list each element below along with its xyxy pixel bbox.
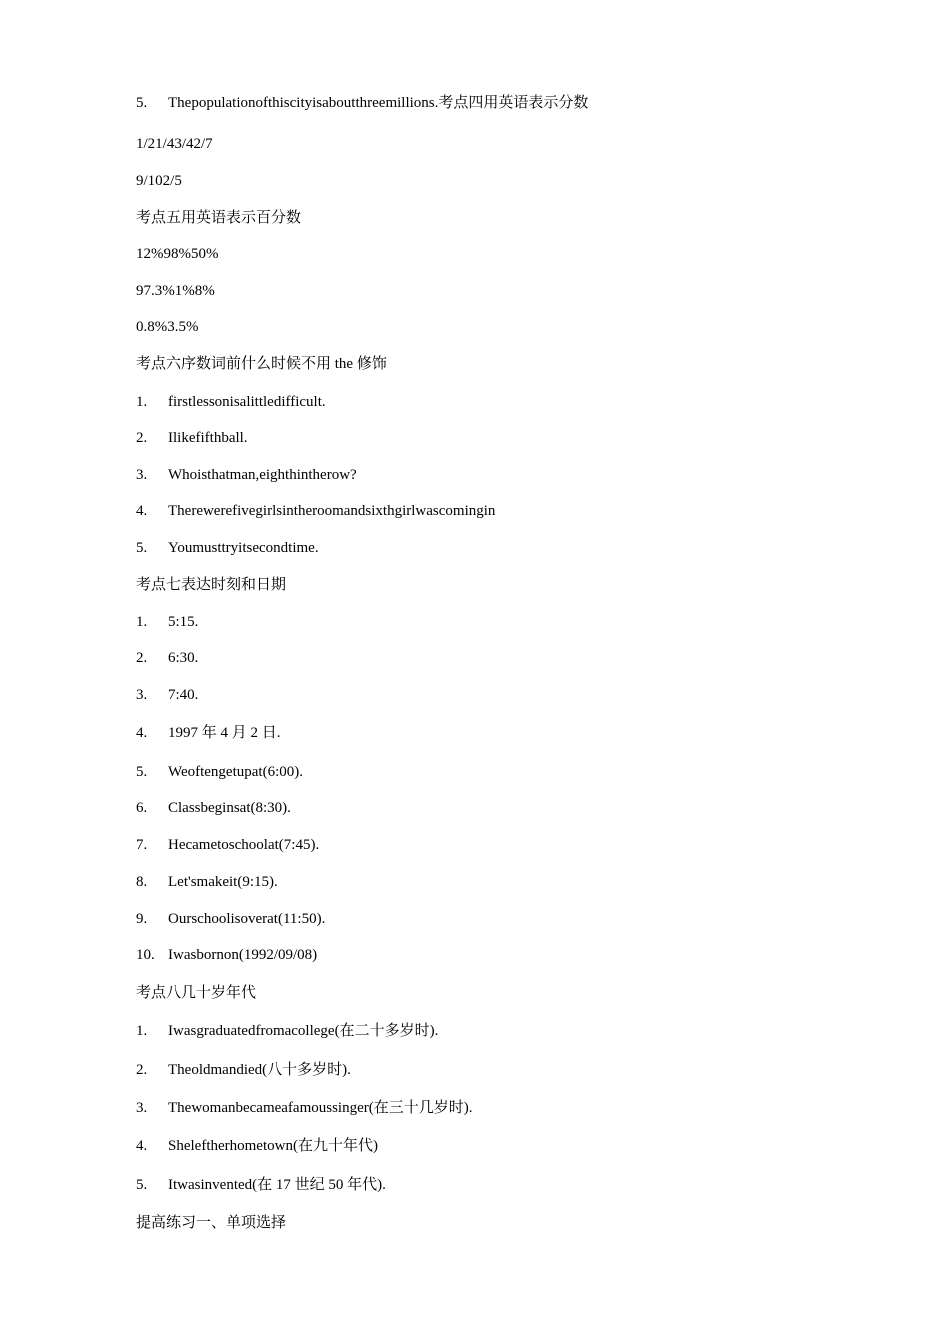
list-item — [136, 872, 278, 892]
line-text: Sheleftherhometown(在九十年代) — [168, 1138, 378, 1154]
line-text: 考点六序数词前什么时候不用 the 修饰 — [136, 356, 387, 372]
line-text: 6:30. — [168, 650, 199, 666]
line-text: 1/21/43/42/7 — [136, 136, 213, 152]
line-text: Hecametoschoolat(7:45). — [168, 837, 320, 853]
list-item — [136, 392, 326, 412]
item-number: 2. — [136, 1062, 148, 1078]
text-line — [136, 244, 219, 264]
line-text: Thewomanbecameafamoussinger(在三十几岁时). — [168, 1100, 473, 1116]
section-heading — [136, 575, 286, 595]
list-item — [136, 501, 495, 521]
item-number: 7. — [136, 837, 148, 853]
list-item — [136, 1136, 378, 1156]
line-text: 提高练习一、单项选择 — [136, 1215, 287, 1231]
line-text: Theoldmandied(八十多岁时). — [168, 1062, 351, 1078]
item-number: 9. — [136, 911, 148, 927]
list-item — [136, 685, 198, 705]
section-heading — [136, 208, 301, 228]
line-text: 考点七表达时刻和日期 — [136, 577, 287, 593]
line-text: Iwasbornon(1992/09/08) — [168, 947, 318, 963]
item-number: 3. — [136, 1100, 148, 1116]
line-text: Let'smakeit(9:15). — [168, 874, 278, 890]
text-line — [136, 281, 215, 301]
text-line — [136, 317, 199, 337]
section-heading — [136, 354, 387, 374]
section-heading — [136, 983, 256, 1003]
item-number: 4. — [136, 725, 148, 741]
line-text: Ilikefifthball. — [168, 430, 248, 446]
line-text: 9/102/5 — [136, 173, 182, 189]
line-text: firstlessonisalittledifficult. — [168, 394, 326, 410]
list-item — [136, 723, 281, 743]
line-text: 5:15. — [168, 614, 199, 630]
list-item — [136, 648, 198, 668]
line-text: 12%98%50% — [136, 246, 219, 262]
line-text: Whoisthatman,eighthintherow? — [168, 467, 357, 483]
item-number: 2. — [136, 430, 148, 446]
list-item — [136, 1021, 438, 1041]
line-text: 1997 年 4 月 2 日. — [168, 725, 281, 741]
list-item — [136, 798, 291, 818]
line-text: 0.8%3.5% — [136, 319, 199, 335]
item-number: 1. — [136, 394, 148, 410]
list-item — [136, 762, 303, 782]
text-line — [136, 93, 588, 113]
list-item — [136, 1098, 473, 1118]
line-text: Thepopulationofthiscityisaboutthreemillions.考点四用英语表示分数 — [168, 95, 589, 111]
line-text: Weoftengetupat(6:00). — [168, 764, 303, 780]
line-text: 97.3%1%8% — [136, 283, 215, 299]
item-number: 3. — [136, 687, 148, 703]
item-number: 1. — [136, 614, 148, 630]
line-text: Itwasinvented(在 17 世纪 50 年代). — [168, 1177, 386, 1193]
item-number: 5. — [136, 1177, 148, 1193]
line-text: Youmusttryitsecondtime. — [168, 540, 319, 556]
list-item — [136, 465, 357, 485]
line-text: Therewerefivegirlsintheroomandsixthgirlwascomingin — [168, 503, 496, 519]
item-number: 5. — [136, 95, 148, 111]
item-number: 6. — [136, 800, 148, 816]
item-number: 4. — [136, 1138, 148, 1154]
line-text: 考点八几十岁年代 — [136, 985, 257, 1001]
text-line — [136, 171, 182, 191]
list-item — [136, 909, 325, 929]
line-text: 考点五用英语表示百分数 — [136, 210, 302, 226]
item-number: 10. — [136, 947, 155, 963]
item-number: 5. — [136, 540, 148, 556]
list-item — [136, 1060, 351, 1080]
item-number: 8. — [136, 874, 148, 890]
list-item — [136, 428, 248, 448]
list-item — [136, 538, 319, 558]
item-number: 3. — [136, 467, 148, 483]
item-number: 4. — [136, 503, 148, 519]
list-item — [136, 945, 317, 965]
line-text: Iwasgraduatedfromacollege(在二十多岁时). — [168, 1023, 439, 1039]
list-item — [136, 612, 198, 632]
line-text: Ourschoolisoverat(11:50). — [168, 911, 326, 927]
item-number: 1. — [136, 1023, 148, 1039]
text-line — [136, 134, 213, 154]
line-text: Classbeginsat(8:30). — [168, 800, 291, 816]
list-item — [136, 835, 319, 855]
item-number: 2. — [136, 650, 148, 666]
item-number: 5. — [136, 764, 148, 780]
line-text: 7:40. — [168, 687, 199, 703]
section-heading — [136, 1213, 286, 1233]
list-item — [136, 1175, 386, 1195]
